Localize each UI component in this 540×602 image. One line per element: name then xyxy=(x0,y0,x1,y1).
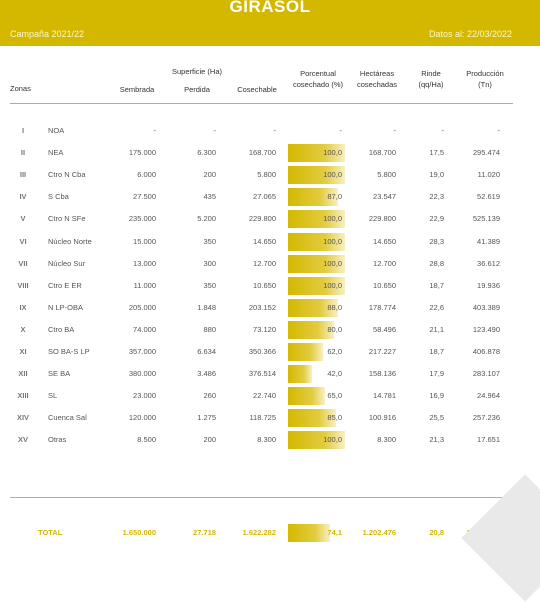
table-row xyxy=(0,430,540,450)
porcentual-value: 100,0 xyxy=(323,170,342,180)
produccion-value: 283.107 xyxy=(472,369,500,379)
table-row xyxy=(0,121,540,141)
perdida-value: 300 xyxy=(203,258,216,268)
header-rinde-line2: (qq/Ha) xyxy=(418,80,444,89)
sembrada-value: - xyxy=(153,126,156,135)
table-row xyxy=(0,276,540,296)
perdida-value: 6.634 xyxy=(197,347,216,356)
sembrada-value: 120.000 xyxy=(128,413,156,423)
row-number: XII xyxy=(18,369,28,379)
produccion-value: 123.490 xyxy=(472,324,500,334)
hectareas-value: 12.700 xyxy=(373,258,396,268)
cosechable-value: 22.740 xyxy=(253,391,276,401)
zone-name: SO BA-S LP xyxy=(48,347,90,356)
table-row xyxy=(0,232,540,252)
header-perdida: Perdida xyxy=(184,85,210,94)
rinde-value: 25,5 xyxy=(429,413,444,423)
cosechable-value: 27.065 xyxy=(253,192,276,202)
cosechable-value: 203.152 xyxy=(248,302,276,312)
zone-name: Otras xyxy=(48,435,67,445)
rinde-value: 18,7 xyxy=(429,347,444,356)
row-number: IV xyxy=(19,192,27,202)
sembrada-value: 13.000 xyxy=(133,258,156,268)
table-row xyxy=(0,187,540,207)
produccion-value: 24.964 xyxy=(477,391,500,401)
total-hectareas: 1.202.476 xyxy=(362,528,396,537)
perdida-value: 260 xyxy=(203,391,216,401)
produccion-value: 525.139 xyxy=(472,214,500,224)
zone-name: Núcleo Norte xyxy=(48,236,92,246)
table-row xyxy=(0,364,540,384)
hectareas-value: 23.547 xyxy=(373,192,396,202)
perdida-value: 350 xyxy=(203,236,216,246)
header-porcentual-line2: cosechado (%) xyxy=(292,80,344,89)
table-row xyxy=(0,320,540,340)
total-perdida: 27.718 xyxy=(193,528,216,537)
perdida-value: - xyxy=(213,126,216,135)
header-sembrada: Sembrada xyxy=(119,85,155,94)
sembrada-value: 23.000 xyxy=(133,391,156,401)
cosechable-value: 12.700 xyxy=(253,258,276,268)
cosechable-value: 118.725 xyxy=(249,413,276,423)
cosechable-value: 350.366 xyxy=(248,347,276,356)
perdida-value: 5.200 xyxy=(197,214,216,224)
rinde-value: 21,3 xyxy=(429,435,444,445)
cosechable-value: 10.650 xyxy=(253,280,276,290)
cosechable-value: 73.120 xyxy=(253,324,276,334)
cosechable-value: 8.300 xyxy=(257,435,276,445)
header-rinde xyxy=(408,68,454,90)
cosechable-value: 376.514 xyxy=(248,369,276,379)
produccion-value: 406.878 xyxy=(472,347,500,356)
perdida-value: 880 xyxy=(203,324,216,334)
rinde-value: 22,9 xyxy=(429,214,444,224)
sembrada-value: 175.000 xyxy=(128,148,156,158)
produccion-value: 19.936 xyxy=(477,280,500,290)
produccion-value: 17.651 xyxy=(477,435,500,445)
header-produccion-line1: Producción xyxy=(466,69,504,78)
rinde-value: 22,6 xyxy=(429,302,444,312)
cosechable-value: 5.800 xyxy=(257,170,276,180)
zone-name: Ctro N SFe xyxy=(48,214,86,224)
header-hectareas-line2: cosechadas xyxy=(356,80,398,89)
zone-name: Ctro E ER xyxy=(48,280,82,290)
porcentual-value: 85,0 xyxy=(327,413,342,423)
cosechable-value: 168.700 xyxy=(248,148,276,158)
sembrada-value: 11.000 xyxy=(133,280,156,290)
total-rinde: 20,8 xyxy=(429,528,444,537)
hectareas-value: 8.300 xyxy=(377,435,396,445)
produccion-value: 41.389 xyxy=(477,236,500,246)
zone-name: Cuenca Sal xyxy=(48,413,87,423)
row-number: X xyxy=(20,324,26,334)
table-row xyxy=(0,143,540,163)
perdida-value: 435 xyxy=(203,192,216,202)
header-porcentual xyxy=(286,68,350,90)
zone-name: SL xyxy=(48,391,58,401)
produccion-value: 295.474 xyxy=(472,148,500,158)
row-number: XIII xyxy=(17,391,29,401)
porcentual-value: 88,0 xyxy=(327,302,342,312)
sembrada-value: 8.500 xyxy=(137,435,156,445)
produccion-value: 257.236 xyxy=(472,413,500,423)
zone-name: Núcleo Sur xyxy=(48,258,86,268)
perdida-value: 1.275 xyxy=(197,413,216,423)
zone-name: Ctro N Cba xyxy=(48,170,86,180)
row-number: VIII xyxy=(17,280,29,290)
perdida-value: 200 xyxy=(203,170,216,180)
rinde-value: 18,7 xyxy=(429,280,444,290)
row-number: V xyxy=(20,214,26,224)
zone-name: NOA xyxy=(48,126,65,135)
row-number: I xyxy=(21,126,25,135)
produccion-value: 36.612 xyxy=(477,258,500,268)
porcentual-value: 42,0 xyxy=(327,369,342,379)
sembrada-value: 6.000 xyxy=(137,170,156,180)
data-date-label: Datos al: 22/03/2022 xyxy=(428,29,512,39)
header-hectareas-line1: Hectáreas xyxy=(359,69,395,78)
hectareas-value: 14.650 xyxy=(373,236,396,246)
page-title: GIRASOL xyxy=(229,0,311,16)
table-row xyxy=(0,386,540,406)
rinde-value: 28,8 xyxy=(429,258,444,268)
zone-name: S Cba xyxy=(48,192,69,202)
hectareas-value: 58.496 xyxy=(373,324,396,334)
table-row xyxy=(0,209,540,229)
header-superficie: Superficie (Ha) xyxy=(171,67,223,76)
total-porcentual: 74,1 xyxy=(327,528,342,537)
produccion-value: - xyxy=(497,126,500,135)
table-row xyxy=(0,342,540,362)
sembrada-value: 205.000 xyxy=(128,302,156,312)
row-number: XV xyxy=(17,435,28,445)
produccion-value: 11.020 xyxy=(477,170,500,180)
porcentual-value: 80,0 xyxy=(327,324,342,334)
hectareas-value: 217.227 xyxy=(368,347,396,356)
perdida-value: 200 xyxy=(203,435,216,445)
perdida-value: 350 xyxy=(203,280,216,290)
hectareas-value: 100.916 xyxy=(368,413,396,423)
sembrada-value: 15.000 xyxy=(133,236,156,246)
campaign-label: Campaña 2021/22 xyxy=(10,29,85,39)
header-produccion-line2: (Tn) xyxy=(478,80,492,89)
table-row xyxy=(0,165,540,185)
perdida-value: 3.486 xyxy=(197,369,216,379)
cosechable-value: 14.650 xyxy=(253,236,276,246)
hectareas-value: 5.800 xyxy=(377,170,396,180)
sembrada-value: 235.000 xyxy=(128,214,156,224)
row-number: II xyxy=(20,148,26,158)
hectareas-value: 229.800 xyxy=(368,214,396,224)
header-divider xyxy=(10,103,513,104)
porcentual-value: - xyxy=(339,126,342,135)
total-label: TOTAL xyxy=(38,528,63,537)
cosechable-value: - xyxy=(273,126,276,135)
table-row xyxy=(0,254,540,274)
porcentual-value: 100,0 xyxy=(323,214,342,224)
sembrada-value: 74.000 xyxy=(133,324,156,334)
produccion-value: 403.389 xyxy=(472,302,500,312)
row-number: XI xyxy=(19,347,27,356)
porcentual-value: 87,0 xyxy=(327,192,342,202)
total-sembrada: 1.650.000 xyxy=(122,528,156,537)
header-porcentual-line1: Porcentual xyxy=(300,69,336,78)
zone-name: SE BA xyxy=(48,369,71,379)
rinde-value: 21,1 xyxy=(429,324,444,334)
total-cosechable: 1.622.282 xyxy=(242,528,276,537)
hectareas-value: 10.650 xyxy=(373,280,396,290)
table-row xyxy=(0,408,540,428)
row-number: IX xyxy=(19,302,27,312)
porcentual-value: 100,0 xyxy=(323,435,342,445)
header-hectareas xyxy=(350,68,404,90)
total-row xyxy=(0,523,540,543)
total-divider xyxy=(10,497,513,498)
zone-name: Ctro BA xyxy=(48,324,75,334)
porcentual-value: 62,0 xyxy=(327,347,342,356)
porcentual-value: 100,0 xyxy=(323,280,342,290)
sembrada-value: 27.500 xyxy=(133,192,156,202)
row-number: VII xyxy=(18,258,28,268)
rinde-value: 17,5 xyxy=(429,148,444,158)
header-produccion xyxy=(458,68,512,90)
header-zonas: Zonas xyxy=(10,84,31,93)
rinde-value: 17,9 xyxy=(429,369,444,379)
sembrada-value: 357.000 xyxy=(128,347,156,356)
porcentual-value: 100,0 xyxy=(323,148,342,158)
rinde-value: 22,3 xyxy=(429,192,444,202)
header-cosechable: Cosechable xyxy=(237,85,277,94)
hectareas-value: 178.774 xyxy=(368,302,396,312)
porcentual-value: 65,0 xyxy=(327,391,342,401)
row-number: VI xyxy=(19,236,27,246)
perdida-value: 6.300 xyxy=(197,148,216,158)
zone-name: NEA xyxy=(48,148,64,158)
perdida-value: 1.848 xyxy=(197,302,216,312)
sembrada-value: 380.000 xyxy=(128,369,156,379)
rinde-value: 16,9 xyxy=(429,391,444,401)
rinde-value: 19,0 xyxy=(429,170,444,180)
row-number: XIV xyxy=(16,413,30,423)
hectareas-value: - xyxy=(393,126,396,135)
header-rinde-line1: Rinde xyxy=(421,69,441,78)
row-number: III xyxy=(19,170,27,180)
porcentual-value: 100,0 xyxy=(323,236,342,246)
table-row xyxy=(0,298,540,318)
hectareas-value: 14.781 xyxy=(373,391,396,401)
rinde-value: 28,3 xyxy=(429,236,444,246)
hectareas-value: 158.136 xyxy=(368,369,396,379)
cosechable-value: 229.800 xyxy=(248,214,276,224)
produccion-value: 52.619 xyxy=(477,192,500,202)
corner-decoration xyxy=(461,474,540,601)
zone-name: N LP-OBA xyxy=(48,302,84,312)
porcentual-value: 100,0 xyxy=(323,258,342,268)
rinde-value: - xyxy=(441,126,444,135)
hectareas-value: 168.700 xyxy=(368,148,396,158)
